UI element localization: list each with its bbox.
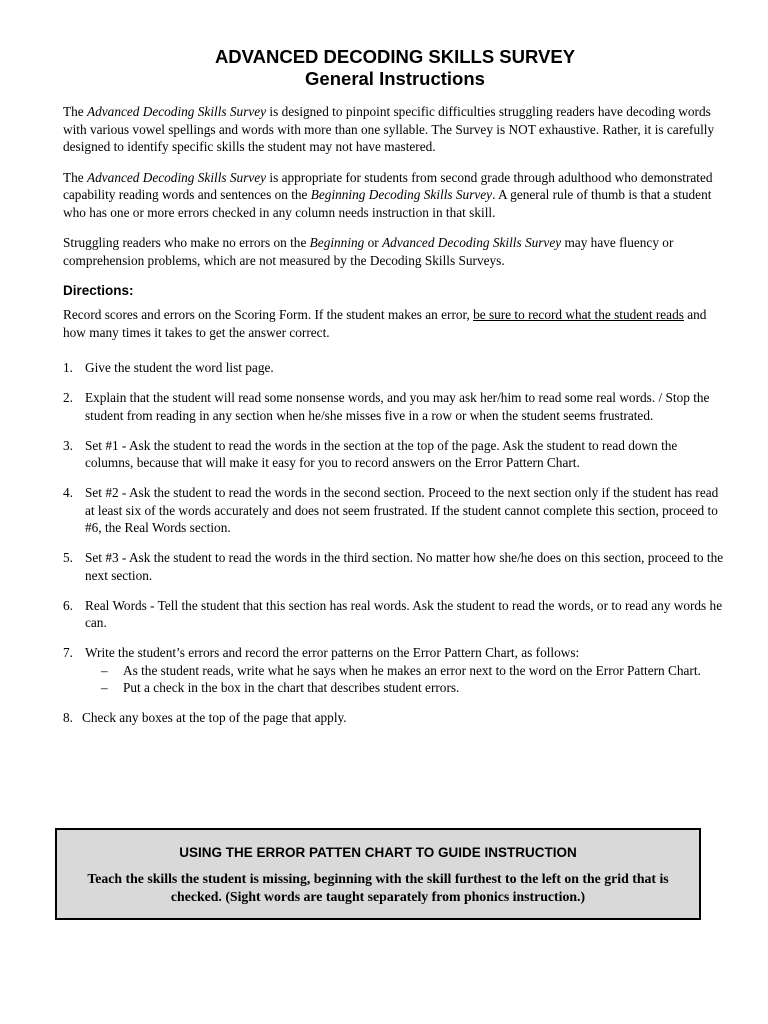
italic-title: Advanced Decoding Skills Survey [87, 169, 267, 185]
text-span: may have fluency or comprehension problems, which are not measured by the Decoding Skills Surveys. [63, 235, 674, 268]
audience-paragraph [63, 169, 727, 222]
text-span: The [63, 169, 87, 185]
step-item [63, 359, 727, 377]
substep-text: Put a check in the box in the chart that describes student errors. [123, 680, 460, 695]
scoring-paragraph [63, 306, 727, 341]
substep-item [85, 679, 727, 697]
directions-list [63, 359, 727, 727]
step-item [63, 389, 727, 424]
dash-marker: – [101, 662, 108, 678]
italic-title: Advanced Decoding Skills Survey [87, 104, 267, 119]
intro-paragraph [63, 103, 727, 156]
callout-text: Teach the skills the student is missing, beginning with the skill furthest to the left on the grid that is checked. (Sight words are taught separately from phonics instruction.) [87, 871, 669, 904]
step-number: 3. [63, 437, 73, 453]
step-number: 7. [63, 645, 73, 660]
text-span: . A general rule of thumb is that a student who has one or more errors checked in any column needs instruction in that skill. [63, 187, 712, 220]
text-span: is appropriate for students from second grade through adulthood who demonstrated capability reading words and sentences on the [63, 169, 713, 202]
text-span: Struggling readers who make no errors on the [63, 235, 310, 250]
step-item [63, 709, 727, 727]
substep-text: As the student reads, write what he says when he makes an error next to the word on the Error Pattern Chart. [123, 662, 701, 678]
step-item [63, 597, 727, 632]
step-number: 4. [63, 485, 73, 500]
fluency-paragraph [63, 234, 727, 269]
text-span: or [364, 235, 383, 250]
document-subtitle: General Instructions [305, 68, 485, 89]
step-number: 6. [63, 597, 73, 613]
instruction-callout-box [55, 828, 701, 920]
step-number: 2. [63, 390, 73, 405]
step-number: 8. [63, 710, 73, 725]
substep-list [85, 662, 727, 697]
step-text: Set #1 - Ask the student to read the words in the section at the top of the page. Ask the student to read down the columns, because that will make it easy for you to record answers on the Error Pattern Chart. [85, 437, 678, 470]
step-item [63, 644, 727, 697]
text-span: The [63, 104, 87, 119]
callout-title: USING THE ERROR PATTEN CHART TO GUIDE INSTRUCTION [179, 845, 577, 860]
step-text: Set #3 - Ask the student to read the words in the third section. No matter how she/he does on this section, proceed to the next section. [85, 550, 724, 583]
text-span: Record scores and errors on the Scoring Form. If the student makes an error, [63, 307, 474, 322]
step-text: Set #2 - Ask the student to read the words in the second section. Proceed to the next section only if the student has read at least six of the words accurately and does not seem frustrated. If the student cannot complete this section, proceed to #6, the Real Words section. [85, 485, 719, 535]
text-span: is designed to pinpoint specific difficulties struggling readers have decoding words with various vowel spellings and words with more than one syllable. The Survey is NOT exhaustive. Rather, it is carefully designed to identify specific skills the student may not have mastered. [63, 104, 715, 154]
document-page [63, 46, 727, 739]
italic-title: Advanced Decoding Skills Survey [382, 235, 562, 250]
step-text: Explain that the student will read some nonsense words, and you may ask her/him to read some real words. / Stop the student from reading in any section when he/she misses five in a row or when the student seems frustrated. [85, 390, 710, 423]
directions-heading: Directions: [63, 283, 134, 298]
step-item [63, 484, 727, 537]
step-text: Check any boxes at the top of the page that apply. [82, 710, 347, 725]
underlined-text: be sure to record what the student reads [473, 307, 684, 322]
substep-item [85, 662, 727, 680]
step-number: 5. [63, 550, 73, 565]
italic-title: Beginning [309, 235, 365, 250]
text-span: and how many times it takes to get the answer correct. [63, 307, 707, 340]
step-text: Write the student’s errors and record the error patterns on the Error Pattern Chart, as follows: [85, 645, 580, 660]
italic-title: Beginning Decoding Skills Survey [310, 187, 493, 202]
dash-marker: – [101, 680, 108, 695]
step-item [63, 437, 727, 472]
step-text: Give the student the word list page. [85, 360, 274, 375]
step-item [63, 549, 727, 584]
step-text: Real Words - Tell the student that this section has real words. Ask the student to read the words, or to read any words he can. [85, 597, 723, 630]
step-number: 1. [63, 360, 73, 375]
document-title: ADVANCED DECODING SKILLS SURVEY [214, 46, 576, 67]
